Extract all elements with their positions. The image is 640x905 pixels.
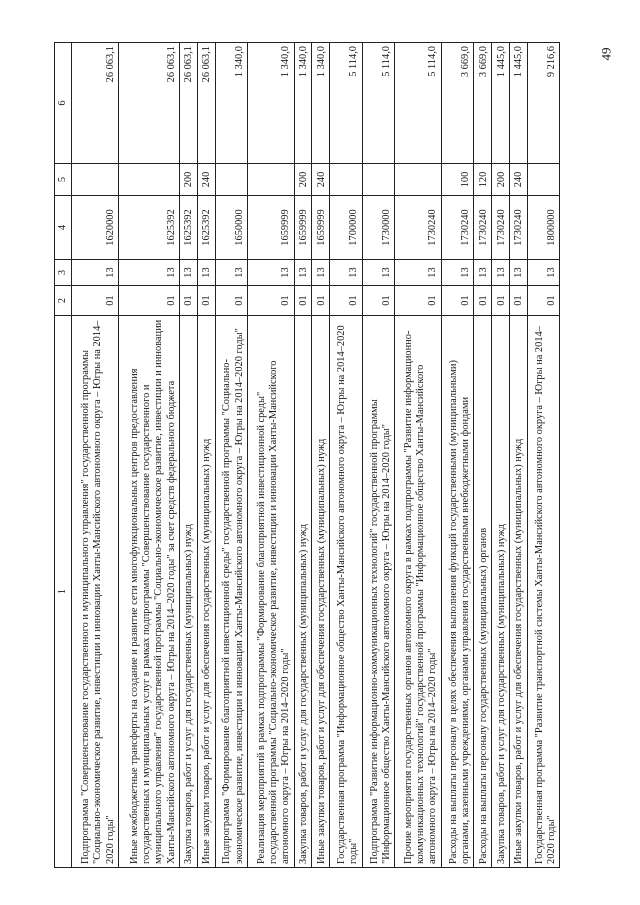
item-name: Иные закупки товаров, работ и услуг для обеспечения государственных (муниципальных) нужд	[312, 316, 330, 868]
section-code: 01	[312, 286, 330, 316]
section-code: 01	[72, 286, 119, 316]
target-article-code: 1625392	[118, 196, 179, 260]
section-code: 01	[527, 286, 559, 316]
column-header: 3	[55, 260, 72, 286]
section-code: 01	[215, 286, 247, 316]
budget-table-rotated	[54, 43, 560, 868]
item-name: Иные межбюджетные трансферты на создание и развитие сети многофункциональных центров предоставления государственных и муниципальных услуг в рамках подпрограммы "Совершенствование государственного и муниципального управления" государственной программы "Социально-экономическое развитие, инвестиции и инновации Ханты-Мансийского автономного округа – Югры на 2014–2020 годы" за счет средств федерального бюджета	[118, 316, 179, 868]
item-name: Государственная программа "Развитие транспортной системы Ханты-Мансийского автономного округа – Югры на 2014–2020 годы"	[527, 316, 559, 868]
item-name: Прочие мероприятия государственных органов автономного округа в рамках подпрограммы "Развитие информационно-коммуникационных технологий" государственной программы "Информационное общество Ханты-Мансийского автономного округа – Югры на 2014–2020 годы"	[394, 316, 441, 868]
column-header: 6	[55, 43, 72, 164]
expense-type-code	[72, 164, 119, 196]
subsection-code: 13	[72, 260, 119, 286]
section-code: 01	[118, 286, 179, 316]
target-article-code: 1620000	[72, 196, 119, 260]
section-code: 01	[509, 286, 527, 316]
amount: 5 114,0	[362, 43, 394, 164]
expense-type-code	[362, 164, 394, 196]
amount: 1 340,0	[294, 43, 312, 164]
subsection-code: 13	[473, 260, 491, 286]
table-row	[509, 43, 527, 868]
target-article-code: 1730240	[509, 196, 527, 260]
table-row	[441, 43, 473, 868]
table-row	[72, 43, 119, 868]
subsection-code: 13	[247, 260, 294, 286]
expense-type-code	[247, 164, 294, 196]
amount: 1 445,0	[509, 43, 527, 164]
item-name: Государственная программа "Информационное общество Ханты-Мансийского автономного округа – Югры на 2014–2020 годы"	[330, 316, 362, 868]
table-row	[179, 43, 197, 868]
item-name: Иные закупки товаров, работ и услуг для обеспечения государственных (муниципальных) нужд	[197, 316, 215, 868]
target-article-code: 1730000	[362, 196, 394, 260]
subsection-code: 13	[509, 260, 527, 286]
amount: 5 114,0	[394, 43, 441, 164]
section-code: 01	[441, 286, 473, 316]
amount: 1 340,0	[312, 43, 330, 164]
column-header: 4	[55, 196, 72, 260]
item-name: Закупка товаров, работ и услуг для государственных (муниципальных) нужд	[179, 316, 197, 868]
item-name: Расходы на выплаты персоналу государственных (муниципальных) органов	[473, 316, 491, 868]
column-header: 1	[55, 316, 72, 868]
target-article-code: 1659999	[294, 196, 312, 260]
amount: 26 063,1	[197, 43, 215, 164]
table-row	[118, 43, 179, 868]
expense-type-code: 200	[491, 164, 509, 196]
item-name: Иные закупки товаров, работ и услуг для обеспечения государственных (муниципальных) нужд	[509, 316, 527, 868]
table-row	[247, 43, 294, 868]
section-code: 01	[179, 286, 197, 316]
item-name: Подпрограмма "Формирование благоприятной инвестиционной среды" государственной программы "Социально-экономическое развитие, инвестиции и инновации Ханты-Мансийского автономного округа – Югры на 2014–2020 годы"	[215, 316, 247, 868]
item-name: Подпрограмма "Развитие информационно-коммуникационных технологий" государственной программы "Информационное общество Ханты-Мансийского автономного округа – Югры на 2014–2020 годы"	[362, 316, 394, 868]
amount: 26 063,1	[179, 43, 197, 164]
amount: 9 216,6	[527, 43, 559, 164]
section-code: 01	[362, 286, 394, 316]
expense-type-code	[527, 164, 559, 196]
expense-type-code	[118, 164, 179, 196]
amount: 1 340,0	[247, 43, 294, 164]
table-row	[330, 43, 362, 868]
subsection-code: 13	[118, 260, 179, 286]
expense-type-code: 200	[294, 164, 312, 196]
expense-type-code: 100	[441, 164, 473, 196]
expense-type-code: 240	[312, 164, 330, 196]
expense-type-code: 240	[197, 164, 215, 196]
subsection-code: 13	[491, 260, 509, 286]
amount: 5 114,0	[330, 43, 362, 164]
target-article-code: 1625392	[179, 196, 197, 260]
subsection-code: 13	[197, 260, 215, 286]
table-row	[215, 43, 247, 868]
subsection-code: 13	[362, 260, 394, 286]
section-code: 01	[294, 286, 312, 316]
subsection-code: 13	[179, 260, 197, 286]
subsection-code: 13	[527, 260, 559, 286]
expense-type-code	[330, 164, 362, 196]
table-row	[527, 43, 559, 868]
table-row	[294, 43, 312, 868]
item-name: Закупка товаров, работ и услуг для государственных (муниципальных) нужд	[294, 316, 312, 868]
header-row	[55, 43, 72, 868]
item-name: Подпрограмма "Совершенствование государственного и муниципального управления" государственной программы "Социально-экономическое развитие, инвестиции и инновации Ханты-Мансийского автономного округа – Югры на 2014–2020 годы"	[72, 316, 119, 868]
expense-type-code: 200	[179, 164, 197, 196]
expense-type-code: 240	[509, 164, 527, 196]
subsection-code: 13	[330, 260, 362, 286]
subsection-code: 13	[312, 260, 330, 286]
target-article-code: 1730240	[491, 196, 509, 260]
section-code: 01	[491, 286, 509, 316]
amount: 26 063,1	[118, 43, 179, 164]
table-row	[197, 43, 215, 868]
section-code: 01	[473, 286, 491, 316]
target-article-code: 1730240	[441, 196, 473, 260]
target-article-code: 1659999	[247, 196, 294, 260]
target-article-code: 1625392	[197, 196, 215, 260]
amount: 26 063,1	[72, 43, 119, 164]
table-row	[362, 43, 394, 868]
target-article-code: 1730240	[394, 196, 441, 260]
target-article-code: 1650000	[215, 196, 247, 260]
item-name: Реализация мероприятий в рамках подпрограммы "Формирование благоприятной инвестиционной среды" государственной программы "Социально-экономическое развитие, инвестиции и инновации Ханты-Мансийского автономного округа – Югры на 2014–2020 годы"	[247, 316, 294, 868]
expense-type-code: 120	[473, 164, 491, 196]
section-code: 01	[330, 286, 362, 316]
amount: 1 340,0	[215, 43, 247, 164]
section-code: 01	[197, 286, 215, 316]
column-header: 5	[55, 164, 72, 196]
column-header: 2	[55, 286, 72, 316]
table-row	[491, 43, 509, 868]
amount: 3 669,0	[473, 43, 491, 164]
target-article-code: 1730240	[473, 196, 491, 260]
table-row	[312, 43, 330, 868]
table-row	[394, 43, 441, 868]
amount: 3 669,0	[441, 43, 473, 164]
target-article-code: 1800000	[527, 196, 559, 260]
target-article-code: 1700000	[330, 196, 362, 260]
amount: 1 445,0	[491, 43, 509, 164]
target-article-code: 1659999	[312, 196, 330, 260]
expense-type-code	[394, 164, 441, 196]
item-name: Закупка товаров, работ и услуг для государственных (муниципальных) нужд	[491, 316, 509, 868]
item-name: Расходы на выплаты персоналу в целях обеспечения выполнения функций государственными (муниципальными) органами, казенными учреждениями, органами управления государственными внебюджетными фондами	[441, 316, 473, 868]
section-code: 01	[394, 286, 441, 316]
subsection-code: 13	[441, 260, 473, 286]
page-number: 49	[598, 47, 614, 61]
subsection-code: 13	[294, 260, 312, 286]
budget-table	[54, 42, 560, 868]
subsection-code: 13	[215, 260, 247, 286]
subsection-code: 13	[394, 260, 441, 286]
expense-type-code	[215, 164, 247, 196]
table-row	[473, 43, 491, 868]
section-code: 01	[247, 286, 294, 316]
